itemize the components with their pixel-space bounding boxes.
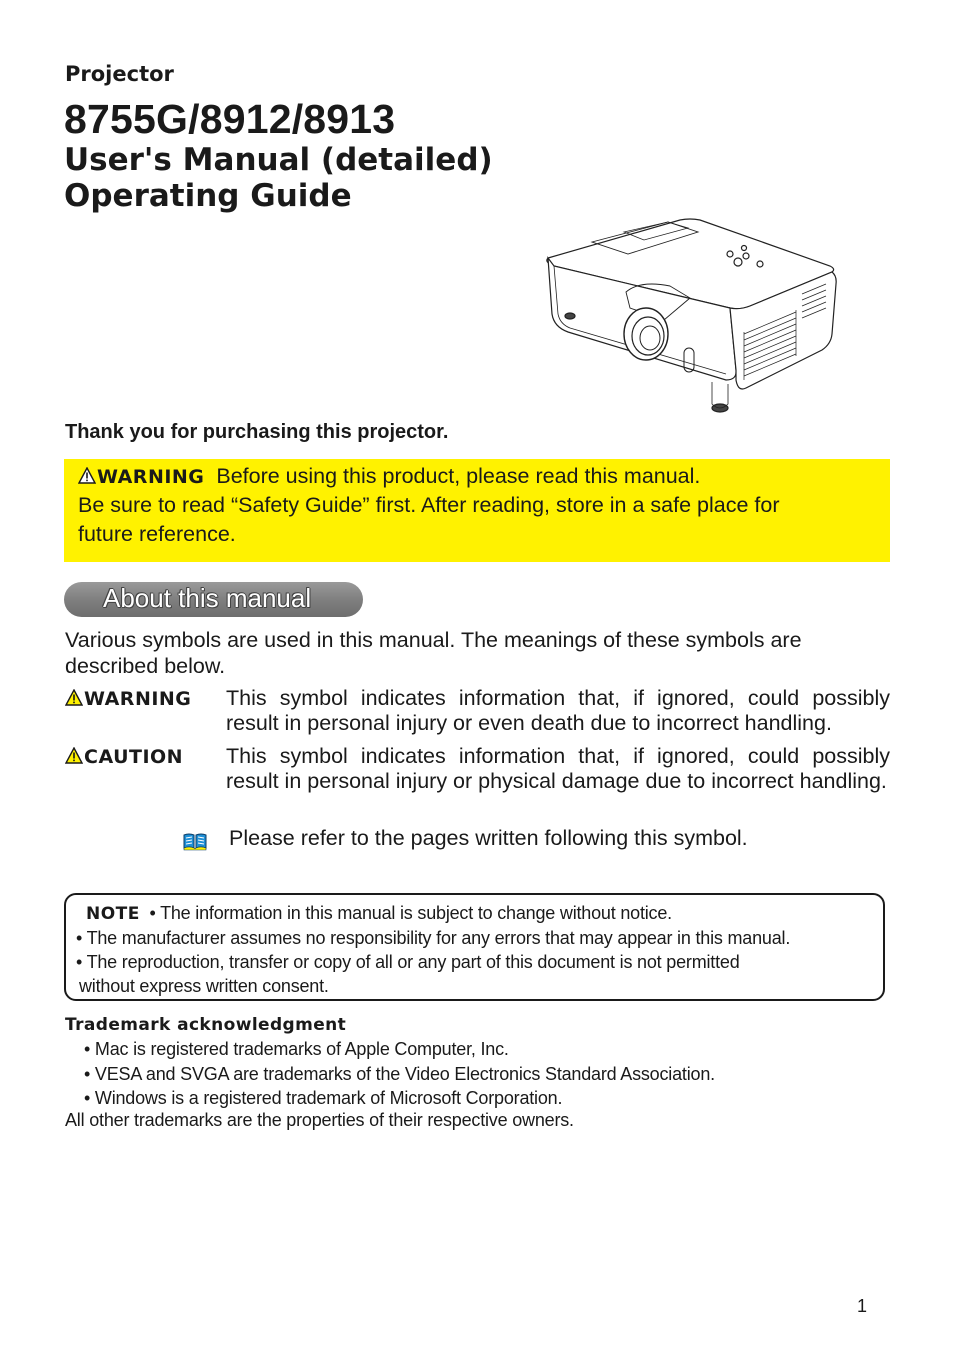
warning-text-2: Be sure to read “Safety Guide” first. After reading, store in a safe place for: [78, 493, 780, 517]
warning-text-1: Before using this product, please read this manual.: [216, 464, 701, 488]
warning-label: WARNING: [97, 466, 205, 488]
trademark-item: • VESA and SVGA are trademarks of the Video Electronics Standard Association.: [84, 1064, 715, 1084]
symbol-caution-description: This symbol indicates information that, if ignored, could possibly result in personal injury or physical damage due to incorrect handling.: [226, 744, 890, 793]
book-reference-icon: [182, 831, 208, 851]
caution-triangle-icon: [65, 747, 83, 764]
about-intro: Various symbols are used in this manual. The meanings of these symbols are described below.: [65, 628, 802, 678]
model-title: 8755G/8912/8913: [64, 96, 396, 142]
note-line4: without express written consent.: [79, 976, 329, 996]
projector-illustration: [540, 214, 840, 414]
warning-box: [64, 459, 890, 562]
warning-line1: [78, 464, 700, 489]
manual-title-line2: Operating Guide: [64, 178, 352, 214]
warning-triangle-icon: [78, 467, 96, 484]
section-heading-text: About this manual: [103, 583, 312, 613]
symbol-caution-label: CAUTION: [65, 746, 183, 769]
note-label: NOTE: [86, 904, 140, 924]
thank-you-text: Thank you for purchasing this projector.: [65, 421, 449, 443]
note-line3: • The reproduction, transfer or copy of all or any part of this document is not permitted: [76, 952, 740, 972]
trademark-item: • Windows is a registered trademark of Microsoft Corporation.: [84, 1088, 563, 1108]
trademark-item: • Mac is registered trademarks of Apple Computer, Inc.: [84, 1039, 509, 1059]
note-line1: NOTE • The information in this manual is subject to change without notice.: [86, 903, 672, 924]
trademark-heading: Trademark acknowledgment: [65, 1015, 347, 1035]
manual-title: [64, 142, 493, 214]
section-heading-about: [64, 582, 363, 617]
page-number: 1: [857, 1296, 868, 1316]
manual-title-line1: User's Manual (detailed): [64, 142, 493, 178]
trademark-footer: All other trademarks are the properties of their respective owners.: [65, 1110, 574, 1130]
symbol-reference-description: Please refer to the pages written following this symbol.: [229, 826, 748, 850]
symbol-warning-label: WARNING: [65, 688, 191, 711]
note-box: [64, 893, 885, 1001]
warning-text-3: future reference.: [78, 522, 236, 546]
product-type: Projector: [65, 62, 174, 86]
symbol-warning-description: This symbol indicates information that, if ignored, could possibly result in personal injury or even death due to incorrect handling.: [226, 686, 890, 735]
warning-triangle-icon: [65, 689, 83, 706]
note-line2: • The manufacturer assumes no responsibility for any errors that may appear in this manual.: [76, 928, 791, 948]
